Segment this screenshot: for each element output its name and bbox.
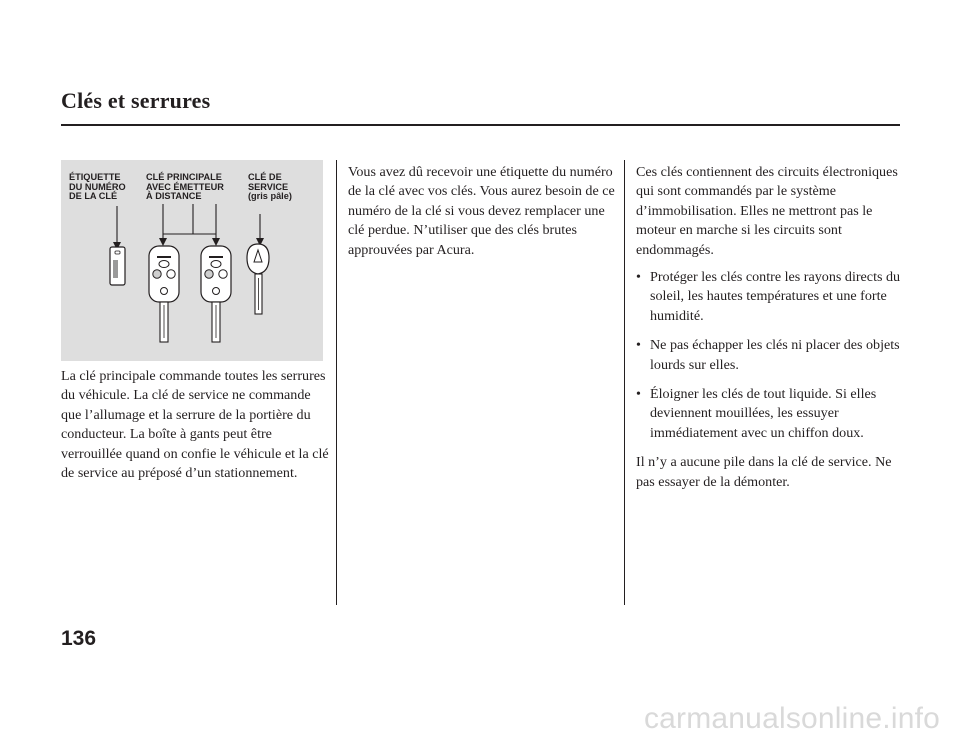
right-column-closing: Il n’y a aucune pile dans la clé de service. Ne pas essayer de la démonter. xyxy=(636,454,892,490)
bullet-item xyxy=(636,385,902,443)
column-divider-left xyxy=(336,160,337,605)
header-rule xyxy=(61,124,900,126)
left-column-paragraph: La clé principale commande toutes les serrures du véhicule. La clé de service ne commande que l’allumage et la serrure de la portière du conducteur. La boîte à gants peut être verrouillée quand on confie le véhicule et la clé de service au préposé d’un stationnement. xyxy=(61,368,329,482)
label-line: (gris pâle) xyxy=(248,191,292,202)
right-column xyxy=(636,163,902,492)
bullet-item xyxy=(636,336,902,375)
label-line: CLÉ PRINCIPALE xyxy=(146,172,222,182)
master-key-icon xyxy=(149,246,179,342)
middle-column-paragraph: Vous avez dû recevoir une étiquette du numéro de la clé avec vos clés. Vous aurez besoin de ce numéro de la clé si vous devez remplacer une clé perdue. N’utiliser que des clés brutes approuvées par Acura. xyxy=(348,164,615,258)
label-line: DU NUMÉRO xyxy=(69,181,126,192)
label-line: CLÉ DE xyxy=(248,172,282,182)
page-number: 136 xyxy=(61,627,97,650)
keys-illustration xyxy=(61,160,323,361)
valet-key-icon xyxy=(247,244,269,314)
leader-lines xyxy=(117,204,260,244)
key-number-tag-icon xyxy=(110,247,125,285)
bullet-text: Protéger les clés contre les rayons directs du soleil, les hautes températures et une forte humidité. xyxy=(650,269,901,324)
label-line: AVEC ÉMETTEUR xyxy=(146,181,224,192)
bullet-dot-icon: • xyxy=(636,387,641,403)
bullet-dot-icon: • xyxy=(636,270,641,286)
leader-arrowheads xyxy=(113,238,264,250)
page-title: Clés et serrures xyxy=(61,88,211,113)
watermark: carmanualsonline.info xyxy=(643,702,940,735)
label-line: ÉTIQUETTE xyxy=(69,172,121,182)
bullet-item xyxy=(636,268,902,326)
keys-figure xyxy=(61,160,323,361)
right-column-intro: Ces clés contiennent des circuits électroniques qui sont commandés par le système d’immobilisation. Elles ne mettront pas le moteur en marche si les circuits sont endommagés. xyxy=(636,164,898,258)
label-line: DE LA CLÉ xyxy=(69,191,118,202)
label-line: À DISTANCE xyxy=(146,191,202,202)
label-line: SERVICE xyxy=(248,181,289,192)
bullet-text: Éloigner les clés de tout liquide. Si elles deviennent mouillées, les essuyer immédiatement avec un chiffon doux. xyxy=(650,386,877,441)
column-divider-right xyxy=(624,160,625,605)
master-key-icon xyxy=(201,246,231,342)
care-bullet-list xyxy=(636,268,902,443)
bullet-text: Ne pas échapper les clés ni placer des objets lourds sur elles. xyxy=(650,337,900,373)
bullet-dot-icon: • xyxy=(636,338,641,354)
